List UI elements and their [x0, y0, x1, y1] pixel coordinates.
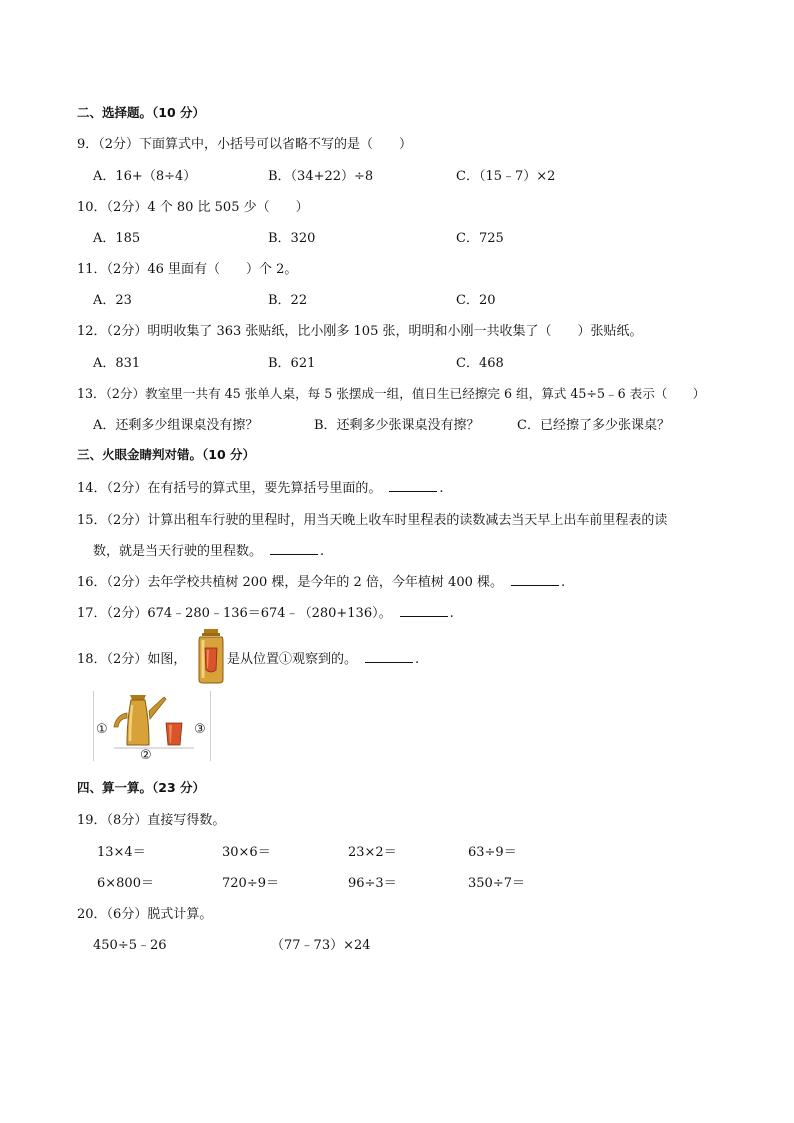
kettle-scene-icon	[94, 691, 210, 761]
question-14-stem: 14．（2分）在有括号的算式里，要先算括号里面的。	[77, 481, 382, 496]
oral-calc-item: 30×6＝	[222, 845, 271, 860]
answer-blank	[400, 604, 448, 617]
period-mark: .	[320, 544, 325, 559]
question-11-option-b: B．22	[268, 293, 308, 308]
observation-scene-image	[93, 691, 211, 761]
section-heading-judge: 三、火眼金睛判对错。（10 分）	[77, 447, 255, 462]
question-15-line-2	[93, 540, 324, 559]
question-16	[77, 571, 565, 590]
kettle-and-cup-icon	[195, 628, 227, 684]
question-11-option-c: C．20	[456, 293, 496, 308]
question-10-option-b: B．320	[268, 231, 316, 246]
question-10-option-a: A．185	[93, 231, 141, 246]
question-17-stem: 17．（2分）674﹣280﹣136＝674﹣（280+136）。	[77, 606, 392, 621]
answer-blank	[389, 479, 437, 492]
question-16-stem: 16．（2分）去年学校共植树 200 棵，是今年的 2 倍，今年植树 400 棵。	[77, 575, 504, 590]
period-mark: .	[439, 481, 444, 496]
question-12-option-a: A．831	[93, 356, 141, 371]
oral-calc-item: 63÷9＝	[468, 845, 517, 860]
period-mark: .	[561, 575, 566, 590]
question-17	[77, 602, 454, 621]
section-heading-calc: 四、算一算。（23 分）	[77, 780, 205, 795]
oral-calc-item: 96÷3＝	[348, 876, 397, 891]
question-12-option-b: B．621	[268, 356, 316, 371]
question-12-stem: 12．（2分）明明收集了 363 张贴纸，比小刚多 105 张，明明和小刚一共收集了（ ）张贴纸。	[77, 324, 643, 339]
period-mark: .	[449, 606, 454, 621]
question-10-stem: 10．（2分）4 个 80 比 505 少（ ）	[77, 200, 309, 215]
answer-blank	[270, 542, 318, 555]
question-10-option-c: C．725	[456, 231, 504, 246]
question-13-stem: 13．（2分）教室里一共有 45 张单人桌，每 5 张摆成一组，值日生已经擦完 6 组，算式 45÷5﹣6 表示（ ）	[77, 386, 706, 401]
question-11-option-a: A．23	[93, 293, 132, 308]
step-calc-item: 450÷5﹣26	[93, 938, 167, 953]
question-19-stem: 19．（8分）直接写得数。	[77, 813, 226, 828]
step-calc-item: （77﹣73）×24	[271, 938, 371, 953]
oral-calc-item: 13×4＝	[97, 845, 146, 860]
question-11-stem: 11．（2分）46 里面有（ ）个 2。	[77, 262, 298, 277]
question-9-option-c: C．（15﹣7）×2	[456, 169, 556, 184]
position-3-label: ③	[194, 722, 206, 737]
answer-blank	[511, 573, 559, 586]
question-18-after	[227, 648, 419, 667]
oral-calc-item: 720÷9＝	[222, 876, 279, 891]
oral-calc-item: 350÷7＝	[468, 876, 525, 891]
question-13-option-c: C．已经擦了多少张课桌？	[517, 418, 670, 433]
period-mark: .	[415, 652, 420, 667]
question-18-before: 18．（2分）如图，	[77, 652, 187, 667]
oral-calc-item: 23×2＝	[348, 845, 397, 860]
question-15-line-1: 15．（2分）计算出租车行驶的里程时，用当天晚上收车时里程表的读数减去当天早上出车前里程表的读	[77, 513, 668, 528]
section-heading-choice: 二、选择题。（10 分）	[77, 105, 205, 120]
position-1-label: ①	[96, 722, 108, 737]
question-15-line-2-text: 数，就是当天行驶的里程数。	[93, 544, 263, 559]
question-13-option-b: B．还剩多少张课桌没有擦？	[314, 418, 480, 433]
question-12-option-c: C．468	[456, 356, 504, 371]
answer-blank	[365, 650, 413, 663]
question-18-after-text: 是从位置①观察到的。	[227, 652, 358, 667]
question-9-option-b: B．（34+22）÷8	[268, 169, 374, 184]
position-2-label: ②	[140, 748, 152, 761]
question-13-option-a: A．还剩多少组课桌没有擦？	[93, 418, 259, 433]
question-9-option-a: A．16+（8÷4）	[93, 169, 197, 184]
oral-calc-item: 6×800＝	[97, 876, 154, 891]
question-20-stem: 20．（6分）脱式计算。	[77, 907, 213, 922]
question-9-stem: 9．（2分）下面算式中，小括号可以省略不写的是（ ）	[77, 137, 413, 152]
question-14	[77, 477, 443, 496]
